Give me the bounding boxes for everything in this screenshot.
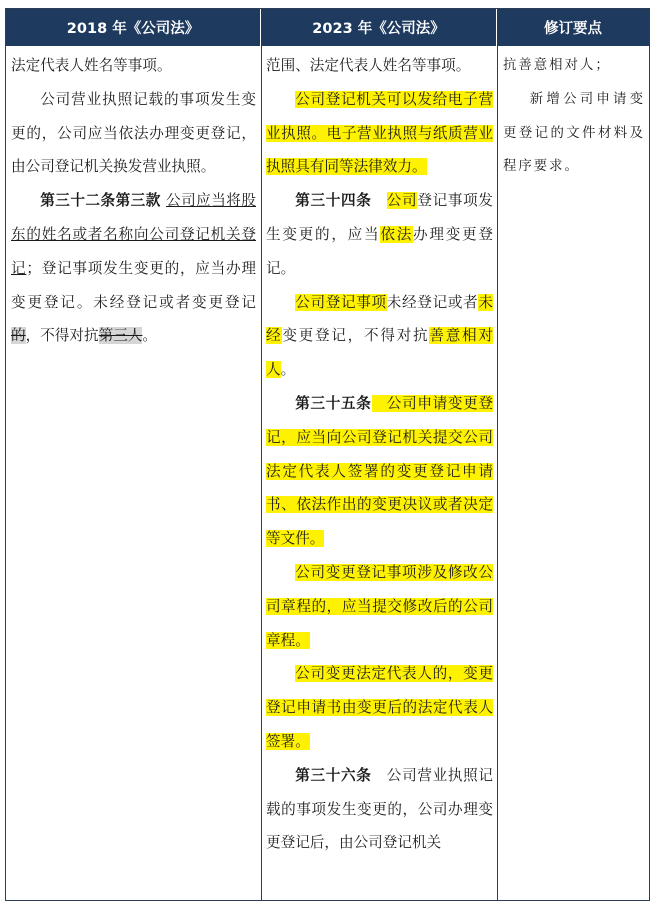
text-segment: ，不得对抗 — [25, 327, 99, 345]
article-label: 第三十五条 — [295, 394, 372, 412]
underlined-text: 公司应当将股东的姓名或者名称向公司登记机关登记 — [11, 192, 256, 277]
text-segment: 变更登记，不得对抗 — [282, 327, 430, 345]
article-label: 第三十二条第三款 — [40, 192, 161, 210]
paragraph-2023-3 — [266, 184, 493, 285]
column-2023 — [262, 46, 497, 860]
paragraph-2023-8 — [266, 759, 493, 860]
text-segment: 公司营业执照记载的事项发生变更的，公司办理变更登记后，由公司登记机关 — [266, 766, 493, 852]
highlighted-text: 公司变更登记事项涉及修改公司章程的，应当提交修改后的公司章程。 — [266, 563, 493, 649]
highlighted-text: 公司变更法定代表人的，变更登记申请书由变更后的法定代表人签署。 — [266, 665, 493, 750]
paragraph-2018-2: 公司营业执照记载的事项发生变更的，公司应当依法办理变更登记，由公司登记机关换发营业执照。 — [11, 90, 256, 176]
highlighted-text: 未经 — [266, 293, 493, 345]
deleted-text: 第三人 — [98, 327, 143, 345]
header-2018-law: 2018 年《公司法》 — [6, 9, 261, 46]
paragraph-2023-2 — [266, 83, 493, 184]
text-segment: 。 — [280, 361, 296, 379]
paragraph-2023-4 — [266, 286, 493, 387]
article-label: 第三十四条 — [295, 192, 372, 210]
text-segment: 办理变更登记。 — [266, 225, 493, 277]
note-2: 新增公司申请变更登记的文件材料及程序要求。 — [503, 91, 645, 175]
paragraph-2018-1: 法定代表人姓名等事项。 — [11, 57, 172, 74]
text-segment: ；登记事项发生变更的，应当办理变更登记。未经登记或者变更登记 — [11, 259, 256, 311]
highlighted-text: 公司 — [386, 192, 418, 210]
highlighted-text: 依法 — [380, 225, 414, 243]
paragraph-2023-7 — [266, 657, 493, 758]
spacer — [372, 192, 387, 209]
text-segment: 登记事项发生变更的，应当 — [266, 192, 493, 243]
note-1: 抗善意相对人； — [503, 58, 611, 73]
column-revision-points — [498, 46, 649, 184]
paragraph-2023-6 — [266, 556, 493, 657]
paragraph-2023-5 — [266, 387, 493, 556]
header-2023-law: 2023 年《公司法》 — [261, 9, 497, 46]
paragraph-2018-3 — [11, 184, 256, 353]
highlighted-text: 公司登记事项 — [295, 293, 387, 311]
deleted-text: 的 — [11, 327, 26, 345]
column-2018 — [6, 46, 261, 353]
text-segment: 。 — [142, 327, 157, 345]
highlighted-text: 善意相对人 — [266, 327, 493, 379]
highlighted-text: 公司申请变更登记，应当向公司登记机关提交公司法定代表人签署的变更登记申请书、依法作出的变更决议或者决定等文件。 — [266, 394, 493, 548]
article-label: 第三十六条 — [295, 766, 372, 784]
text-segment: 未经登记或者 — [386, 293, 479, 311]
header-revision-points: 修订要点 — [497, 9, 649, 46]
highlighted-text: 公司登记机关可以发给电子营业执照。电子营业执照与纸质营业执照具有同等法律效力。 — [266, 90, 493, 176]
paragraph-2023-1: 范围、法定代表人姓名等事项。 — [266, 57, 471, 74]
comparison-table — [5, 8, 650, 901]
